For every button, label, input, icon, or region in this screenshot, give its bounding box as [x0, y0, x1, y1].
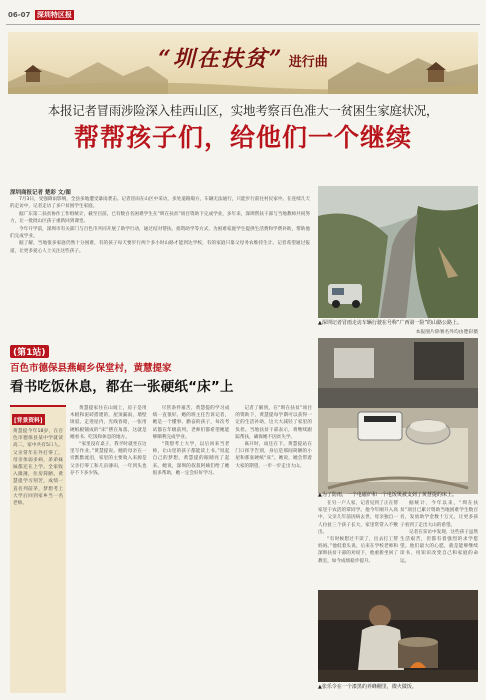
lead-paragraph: 7月3日，受强降雨影响，全县多地遭受暴雨袭击。记者冒雨在山区中采访，多处道路塌方，车辆无法通行，只能步行前往村民家中。在连续几天的走访中，记者走访了多户贫困学生家庭。	[10, 197, 310, 210]
cooking-boy-image	[318, 590, 478, 682]
body-paragraph: 记者了解到，在“圳在扶贫”项目的资助下，黄慧提每学期可以获得一定的生活补助，这大大减轻了家里的负担。当地扶贫干部表示，将继续跟踪帮扶，确保她不因贫失学。	[235, 406, 312, 440]
right-column-a	[318, 500, 398, 588]
right-paragraph: 记者在采访中发现，这些孩子虽然生活艰苦，但都有着强烈的求学愿望。他们最大的心愿，就是能够继续读书，用知识改变自己和家庭的命运。	[400, 529, 478, 564]
photo-mountain-road	[318, 186, 478, 318]
lead-article	[10, 196, 310, 336]
right-paragraph: 据统计，今年以来，“圳在扶贫”项目已累计资助当地困难学生数百名，发放助学金数十万元，让更多孩子看到了走出大山的希望。	[400, 501, 478, 528]
caption-1	[318, 320, 478, 327]
caption-2: ▲为了防雨，一个电磁炉和一个电饭煲被支到了黄慧提的床上。	[318, 492, 457, 498]
page-number-text: 06-07	[8, 11, 31, 19]
page-number	[8, 10, 74, 20]
story-body	[70, 405, 312, 691]
caption-1-text: ▲深圳记者冒雨走访车辆行驶在号称“广西第一险”的山路公路上。	[318, 320, 463, 326]
byline: 深圳商报记者 楚彩 文/图	[10, 190, 71, 196]
right-column-b	[400, 500, 478, 588]
home-interior-image	[318, 338, 478, 494]
body-paragraph: 离开时，雨还在下。黄慧提站在门口挥手告别，身后是那间简陋的小屋和那张硬纸“床”。她说，她会带着大家的期望，一步一步走出大山。	[235, 442, 312, 469]
mountain-road-image	[318, 186, 478, 318]
banner-title-small: 进行曲	[288, 55, 328, 70]
photo-home-interior	[318, 338, 478, 494]
page-header	[0, 0, 486, 30]
background-sidebar	[10, 405, 66, 693]
lead-paragraph: 今年开学前，深圳市有关部门与百色市共同开展了助学行动，通过结对帮扶、捐资助学等方式，为困难家庭学生提供生活费和学费补助，帮助他们完成学业。	[10, 226, 310, 240]
section-banner	[8, 32, 478, 94]
header-rule	[6, 24, 480, 25]
paper-name-badge: 深圳特区报	[36, 11, 72, 19]
caption-3: ▲张乐令在一个漆黑的养蜂棚里，微火做饭。	[318, 684, 417, 690]
photo-cooking-boy	[318, 590, 478, 682]
body-paragraph: “家里没有桌子，我平时就坐在这里写作业。”黄慧提说。她的母亲在一旁默默流泪，家里的主要收入来源是父亲打零工和几亩薄田，一年到头也存不下多少钱。	[70, 442, 147, 476]
body-paragraph: 尽管条件艰苦，黄慧提的学习成绩一直很好。她的班主任告诉记者，她是一个懂事、勤奋的孩子，每次考试都在年级前列。老师们都希望她能够顺利完成学业。	[152, 406, 230, 440]
photo-credit: 本报图片除署名外均由楚彩摄	[415, 330, 478, 335]
sidebar-text: 黄慧提今年18岁，在百色市德保县某中学就读高二，家中共有5口人。父亲常年在外打零工，母亲体弱多病，弟弟妹妹都还在上学。全家收入微薄，住房简陋。黄慧提学习刻苦，成绩一直名列前茅，梦想考上大学后回到家乡当一名老师。	[13, 429, 63, 507]
body-paragraph: 黄慧提家住在山坡上，房子是用木板和泥砖搭建的，屋顶漏雨，墙壁斑驳。走进屋内，光线昏暗，一张用硬纸板铺成的“床”摆在角落，这就是她看书、吃饭和休息的地方。	[70, 406, 147, 440]
body-paragraph: “我想考上大学，以后回来当老师，让山里的孩子都能读上书。”说起自己的梦想，黄慧提的眼睛亮了起来。她说，深圳的叔叔阿姨们给了她很多帮助，她一定会好好学习。	[152, 442, 230, 476]
subhead-title: 看书吃饭休息，都在一张硬纸“床”上	[10, 379, 234, 395]
station-tag: (第1站)	[10, 345, 49, 358]
deck-line: 本报记者冒雨涉险深入桂西山区，实地考察百色准大一贫困生家庭状况，	[47, 103, 439, 118]
story-subhead	[10, 340, 310, 395]
sidebar-heading: [背景资料]	[12, 414, 45, 425]
main-headline: 帮帮孩子们，给他们一个继续	[73, 123, 412, 152]
subhead-location: 百色市德保县燕峒乡保堂村，黄慧提家	[10, 363, 172, 374]
right-paragraph: “有时候想过不读了，出去打工帮妈妈。”他低着头说。后来在学校老师和深圳扶贫干部的劝说下，他重新坐回了教室，如今成绩稳步提升。	[318, 537, 398, 564]
lead-paragraph: 据广东第二扶贫协作工作组统计，截至目前，已有数百名困难学生在“圳在扶贫”项目资助下完成学业，多年来，深圳帮扶干部与当地教师共同努力，让一批批山区孩子重新回到课堂。	[10, 211, 310, 225]
lead-paragraph: 据了解，当地很多家庭仍然十分困难，有的孩子每天要步行两个多小时山路才能到达学校，有的家庭只靠父母务农维持生计。记者希望通过报道，让更多爱心人士关注这些孩子。	[10, 241, 310, 254]
right-paragraph: 在另一户人家，记者见到了正在帮家里干农活的覃同学。他今年刚升入高中，父亲几年前因病去世，母亲独自一人拉扯三个孩子长大，家里常常入不敷出。	[318, 501, 398, 535]
banner-title-main: “圳在扶贫”	[158, 46, 284, 72]
banner-title	[8, 42, 478, 73]
